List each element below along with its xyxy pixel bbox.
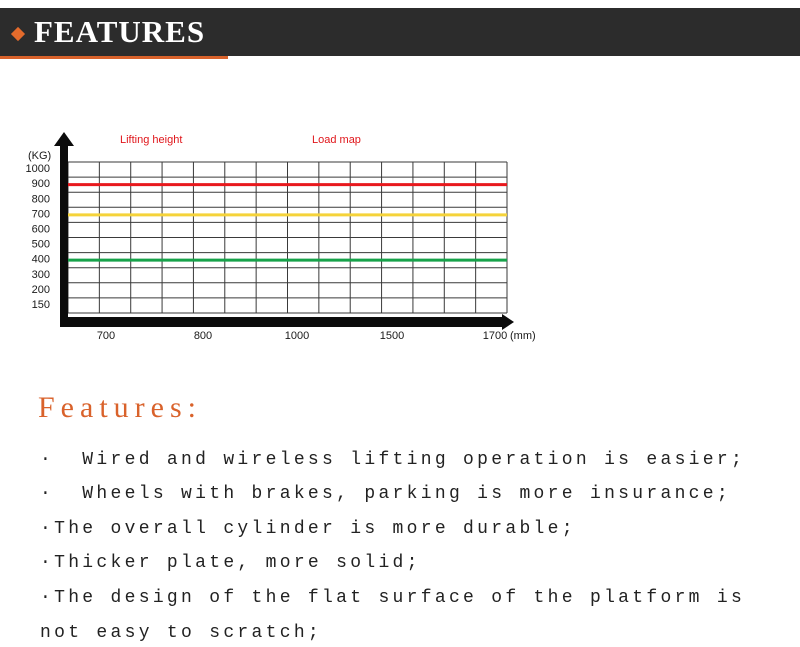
- feature-item-thicker-plate: ·Thicker plate, more solid;: [40, 553, 421, 573]
- y-tick-label: 400: [31, 253, 50, 266]
- x-axis: [60, 317, 505, 327]
- legend-label: Lifting height: [120, 134, 183, 146]
- y-tick-label: 1000: [25, 163, 50, 176]
- x-tick-label: 1500: [379, 330, 405, 342]
- feature-item-wheels-brakes: · Wheels with brakes, parking is more insurance;: [40, 484, 731, 504]
- y-tick-label: 900: [31, 178, 50, 191]
- x-axis-arrow: [502, 314, 514, 330]
- load-chart: [0, 120, 560, 350]
- y-tick-label: 150: [31, 299, 50, 311]
- y-tick-label: 800: [31, 193, 50, 206]
- y-tick-label: 300: [31, 268, 50, 281]
- x-tick-label: 800: [193, 330, 213, 342]
- header-accent-line: [0, 56, 228, 59]
- x-tick-label: 1700: [482, 330, 508, 342]
- feature-item-wired-wireless: · Wired and wireless lifting operation is easier;: [40, 450, 746, 470]
- y-axis: [60, 145, 68, 327]
- features-heading: Features:: [38, 391, 202, 424]
- y-tick-label: 500: [31, 238, 50, 251]
- feature-item-flat-surface: ·The design of the flat surface of the platform is: [40, 588, 746, 608]
- y-tick-label: 200: [31, 283, 50, 296]
- legend-label: Load map: [312, 134, 361, 146]
- feature-item-flat-surface-cont: not easy to scratch;: [40, 623, 323, 643]
- y-tick-label: 700: [31, 208, 50, 221]
- page-title: FEATURES: [34, 14, 206, 49]
- x-tick-label: 1000: [284, 330, 310, 342]
- y-tick-label: 600: [31, 223, 50, 236]
- feature-item-cylinder: ·The overall cylinder is more durable;: [40, 519, 576, 539]
- x-axis-unit: (mm): [510, 330, 536, 342]
- y-axis-unit: (KG): [28, 150, 52, 162]
- x-tick-label: 700: [96, 330, 116, 342]
- y-axis-arrow: [54, 132, 74, 146]
